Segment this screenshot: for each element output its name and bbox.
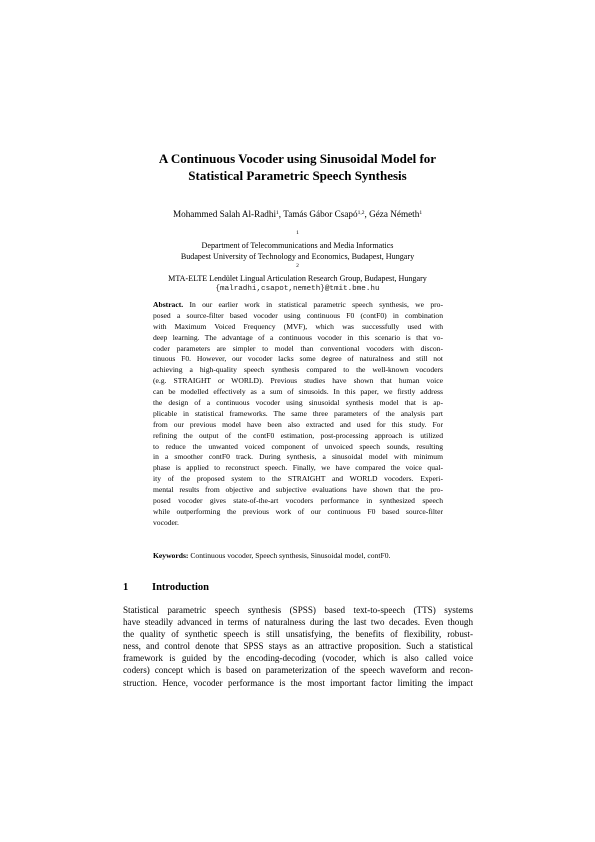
abstract-line: in a smoother contF0 track. During synthesis, a sinusoidal model with minimum xyxy=(153,452,443,462)
author-affiliation-mark: 1,2 xyxy=(357,210,365,216)
abstract xyxy=(153,300,443,529)
author-affiliation-mark: 1 xyxy=(276,210,279,216)
author-affiliation-mark: 1 xyxy=(419,210,423,216)
section-number: 1 xyxy=(123,582,129,593)
body-line: the quality of synthetic speech is still unsatisfying, the benefits of flexibility, robust- xyxy=(123,629,473,640)
abstract-line: coder parameters are simpler to model than conventional vocoders with discon- xyxy=(153,343,443,353)
affiliations xyxy=(90,229,505,295)
author-separator: , xyxy=(278,209,284,219)
title-line: Statistical Parametric Speech Synthesis xyxy=(188,168,407,183)
paper-title xyxy=(90,150,505,184)
affiliation-line xyxy=(90,251,505,262)
keywords-label: Keywords: xyxy=(153,551,189,560)
affiliation-text: MTA-ELTE Lendület Lingual Articulation Research Group, Budapest, Hungary xyxy=(168,274,427,283)
section-heading xyxy=(123,581,209,595)
abstract-line: plicable in statistical frameworks. The same three parameters of the analysis part xyxy=(153,408,443,418)
body-line: have steadily advanced in terms of naturalness during the last two decades. Even though xyxy=(123,617,473,628)
body-line: Statistical parametric speech synthesis (SPSS) based text-to-speech (TTS) systems xyxy=(123,605,473,615)
affiliation-line xyxy=(90,262,505,284)
author-emails: {malradhi,csapot,nemeth}@tmit.bme.hu xyxy=(215,285,380,293)
affiliation-mark: 1 xyxy=(296,230,299,236)
abstract-line: (e.g. STRAIGHT or WORLD). Previous studies have shown that human voice xyxy=(153,376,443,386)
abstract-line: mental results from objective and subjective evaluations have shown that the pro- xyxy=(153,485,443,495)
author-name: Mohammed Salah Al-Radhi xyxy=(172,209,277,219)
introduction-paragraph xyxy=(123,604,473,689)
abstract-text: In our earlier work in statistical parametric speech synthesis, we pro- xyxy=(189,300,443,309)
title-line: A Continuous Vocoder using Sinusoidal Model for xyxy=(158,151,437,166)
affiliation-line xyxy=(90,229,505,251)
author-name: Géza Németh xyxy=(369,209,420,219)
abstract-label: Abstract. xyxy=(153,300,184,309)
affiliation-mark: 2 xyxy=(296,263,299,269)
section-title: Introduction xyxy=(152,582,209,593)
body-line: struction. Hence, vocoder performance is the most important factor limiting the impact xyxy=(123,677,473,688)
abstract-line: can be modelled effectively as a sum of sinusoids. In this paper, we firstly address xyxy=(153,387,443,397)
abstract-line: posed a source-filter based vocoder using continuous F0 (contF0) in combination xyxy=(153,310,443,320)
abstract-line: tinuous F0. However, our vocoder lacks some degree of naturalness and still not xyxy=(153,354,443,364)
abstract-line: phase is applied to reconstruct speech. Finally, we have compared the voice qual- xyxy=(153,463,443,473)
abstract-line: the design of a continuous vocoder using sinusoidal synthesis model that is ap- xyxy=(153,398,443,408)
body-line: coders) concept which is based on parameterization of the speech waveform and recon- xyxy=(123,665,473,676)
abstract-line: deep learning. The advantage of a continuous vocoder in this scenario is that vo- xyxy=(153,332,443,342)
abstract-line: posed vocoder gives state-of-the-art vocoders performance in synthesized speech xyxy=(153,496,443,506)
author-name: Tamás Gábor Csapó xyxy=(283,209,358,219)
abstract-line: vocoder. xyxy=(153,517,179,527)
abstract-line: refining the output of the contF0 estimation, post-processing approach is utilized xyxy=(153,430,443,440)
author-list xyxy=(90,208,505,220)
affiliation-text: Budapest University of Technology and Economics, Budapest, Hungary xyxy=(180,252,415,261)
author-separator: , xyxy=(364,209,370,219)
abstract-line: from our previous model have been also extracted and used for this study. For xyxy=(153,419,443,429)
keywords-text: Continuous vocoder, Speech synthesis, Sinusoidal model, contF0. xyxy=(190,551,391,560)
abstract-line: with Maximum Voiced Frequency (MVF), which was successfully used with xyxy=(153,321,443,331)
affiliation-text: Department of Telecommunications and Media Informatics xyxy=(201,241,394,250)
abstract-line xyxy=(153,300,443,311)
abstract-line: achieving a high-quality speech synthesis compared to the well-known vocoders xyxy=(153,365,443,375)
body-line: framework is guided by the encoding-decoding (vocoder, which is also called voice xyxy=(123,653,473,664)
abstract-line: ity of the proposed system to the STRAIGHT and WORLD vocoders. Experi- xyxy=(153,474,443,484)
keywords xyxy=(153,550,443,561)
body-line: ness, and control denote that SPSS stays as an attractive proposition. Such a statistical xyxy=(123,641,473,652)
abstract-line: while outperforming the previous work of our continuous F0 based source-filter xyxy=(153,506,443,516)
abstract-line: to reduce the unwanted voiced component of unvoiced speech sounds, resulting xyxy=(153,441,443,451)
